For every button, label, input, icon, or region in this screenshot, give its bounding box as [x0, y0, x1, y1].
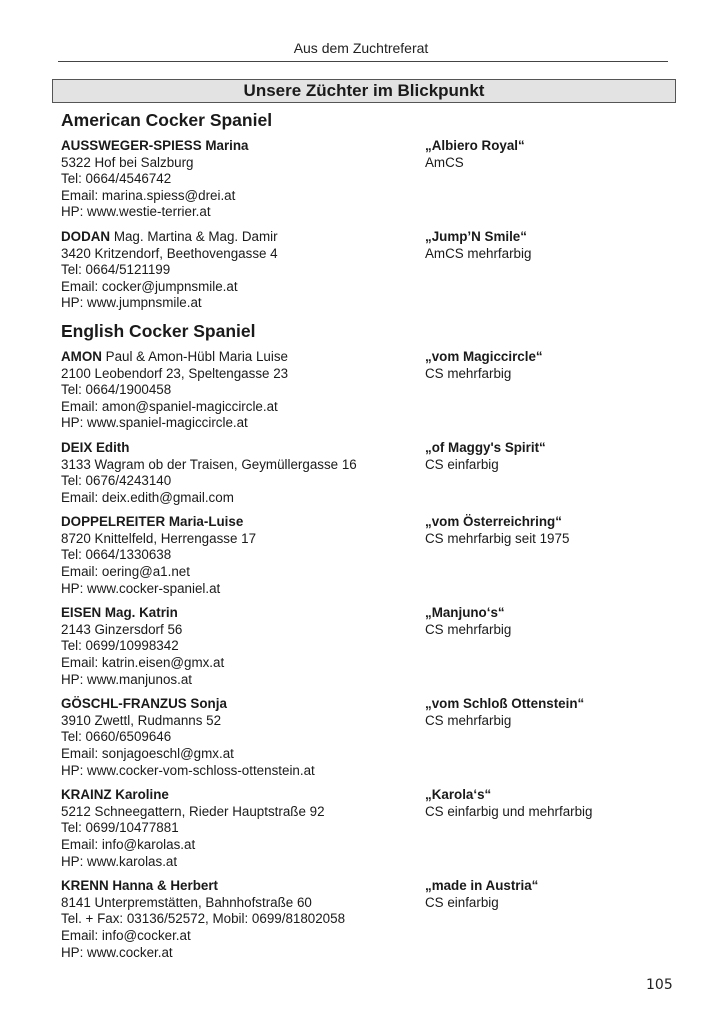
breeder-contact: [61, 229, 421, 312]
breeder-homepage[interactable]: HP: www.westie-terrier.at: [61, 204, 211, 220]
breed-variety: CS mehrfarbig seit 1975: [425, 530, 570, 546]
breeder-address: 2100 Leobendorf 23, Speltengasse 23: [61, 365, 289, 381]
kennel-info: [425, 787, 592, 820]
breeder-contact: [61, 878, 421, 961]
breeder-homepage[interactable]: HP: www.spaniel-magiccircle.at: [61, 415, 248, 431]
section-american-cocker: [61, 109, 681, 312]
kennel-info: [425, 605, 511, 638]
kennel-name: „vom Magiccircle“: [425, 348, 543, 364]
breed-variety: CS mehrfarbig: [425, 712, 512, 728]
breeder-entry: [61, 787, 681, 870]
breeder-email[interactable]: Email: cocker@jumpnsmile.at: [61, 278, 238, 294]
breeder-phone: Tel: 0699/10477881: [61, 820, 179, 836]
breeder-entry: [61, 440, 681, 506]
breeder-email[interactable]: Email: info@karolas.at: [61, 836, 196, 852]
breeder-name: [61, 696, 421, 713]
breeder-given-names: Paul & Amon-Hübl Maria Luise: [101, 348, 288, 364]
kennel-name: „Manjuno‘s“: [425, 605, 505, 621]
breeder-address: 8720 Knittelfeld, Herrengasse 17: [61, 530, 257, 546]
breeder-phone: Tel: 0664/1330638: [61, 547, 172, 563]
breeder-name: [61, 787, 421, 804]
breeder-entry: [61, 514, 681, 597]
breeder-phone: Tel: 0664/4546742: [61, 171, 172, 187]
breeder-surname: GÖSCHL-FRANZUS Sonja: [61, 696, 227, 712]
breeder-name: [61, 878, 421, 895]
breeder-address: 8141 Unterpremstätten, Bahnhofstraße 60: [61, 894, 312, 910]
kennel-name: „made in Austria“: [425, 878, 539, 894]
breeder-entry: [61, 696, 681, 779]
breeder-address: 5322 Hof bei Salzburg: [61, 154, 194, 170]
breeder-phone: Tel: 0699/10998342: [61, 638, 179, 654]
kennel-name: „Jump’N Smile“: [425, 228, 527, 244]
breeder-email[interactable]: Email: amon@spaniel-magiccircle.at: [61, 398, 278, 414]
breed-variety: CS mehrfarbig: [425, 621, 512, 637]
breeder-email[interactable]: Email: marina.spiess@drei.at: [61, 187, 236, 203]
breeder-contact: [61, 605, 421, 688]
header-rule: [58, 61, 668, 62]
breeder-contact: [61, 696, 421, 779]
kennel-info: [425, 878, 538, 911]
breeder-email[interactable]: Email: info@cocker.at: [61, 927, 191, 943]
breeder-name: [61, 138, 421, 155]
breeder-homepage[interactable]: HP: www.cocker.at: [61, 944, 173, 960]
breeder-name: [61, 349, 421, 366]
breeder-surname: EISEN Mag. Katrin: [61, 605, 178, 621]
section-title: American Cocker Spaniel: [61, 110, 273, 130]
breeder-contact: [61, 138, 421, 221]
breeder-entry: [61, 349, 681, 432]
breeder-entry: [61, 605, 681, 688]
kennel-name: „vom Österreichring“: [425, 514, 562, 530]
breeder-surname: DOPPELREITER Maria-Luise: [61, 514, 244, 530]
breed-variety: AmCS mehrfarbig: [425, 245, 532, 261]
breeder-contact: [61, 349, 421, 432]
breeder-contact: [61, 440, 421, 506]
kennel-info: [425, 440, 546, 473]
breed-variety: CS mehrfarbig: [425, 365, 512, 381]
breed-variety: CS einfarbig: [425, 894, 499, 910]
breeder-contact: [61, 787, 421, 870]
breeder-name: [61, 440, 421, 457]
breeder-address: 3133 Wagram ob der Traisen, Geymüllergasse 16: [61, 456, 357, 472]
breeder-homepage[interactable]: HP: www.cocker-vom-schloss-ottenstein.at: [61, 762, 315, 778]
breeder-homepage[interactable]: HP: www.jumpnsmile.at: [61, 295, 202, 311]
breeder-phone: Tel: 0664/5121199: [61, 262, 171, 278]
breeder-address: 2143 Ginzersdorf 56: [61, 621, 183, 637]
breeder-surname: KRAINZ Karoline: [61, 787, 169, 803]
kennel-info: [425, 349, 543, 382]
breeder-phone: Tel: 0664/1900458: [61, 382, 172, 398]
breeder-name: [61, 514, 421, 531]
breeder-contact: [61, 514, 421, 597]
breeder-email[interactable]: Email: katrin.eisen@gmx.at: [61, 655, 225, 671]
section-title: English Cocker Spaniel: [61, 320, 256, 341]
kennel-info: [425, 138, 525, 171]
breeder-homepage[interactable]: HP: www.cocker-spaniel.at: [61, 580, 221, 596]
kennel-name: „vom Schloß Ottenstein“: [425, 696, 585, 712]
breeder-email[interactable]: Email: deix.edith@gmail.com: [61, 489, 234, 505]
breeder-surname: KRENN Hanna & Herbert: [61, 878, 218, 894]
breeder-phone: Tel: 0676/4243140: [61, 473, 172, 489]
page-title: Unsere Züchter im Blickpunkt: [52, 79, 676, 103]
breeder-surname: DODAN: [61, 228, 111, 244]
breeder-phone: Tel: 0660/6509646: [61, 729, 172, 745]
breeder-name: [61, 605, 421, 622]
breeder-directory: [61, 109, 681, 969]
breeder-surname: DEIX Edith: [61, 439, 130, 455]
breeder-entry: [61, 229, 681, 312]
breed-variety: CS einfarbig: [425, 456, 499, 472]
page-number: 105: [646, 977, 673, 993]
kennel-name: „Albiero Royal“: [425, 138, 525, 153]
breeder-address: 3910 Zwettl, Rudmanns 52: [61, 712, 222, 728]
breeder-given-names: Mag. Martina & Mag. Damir: [110, 228, 278, 244]
breed-variety: CS einfarbig und mehrfarbig: [425, 803, 593, 819]
section-english-cocker: [61, 320, 681, 961]
breeder-homepage[interactable]: HP: www.manjunos.at: [61, 671, 192, 687]
breeder-entry: [61, 878, 681, 961]
breeder-homepage[interactable]: HP: www.karolas.at: [61, 853, 178, 869]
running-head: Aus dem Zuchtreferat: [293, 40, 429, 56]
kennel-name: „of Maggy's Spirit“: [425, 439, 546, 455]
breeder-phone: Tel. + Fax: 03136/52572, Mobil: 0699/81802058: [61, 911, 346, 927]
breeder-surname: AUSSWEGER-SPIESS Marina: [61, 138, 249, 153]
kennel-info: [425, 514, 569, 547]
breeder-email[interactable]: Email: oering@a1.net: [61, 564, 190, 580]
breeder-entry: [61, 138, 681, 221]
breeder-address: 3420 Kritzendorf, Beethovengasse 4: [61, 245, 278, 261]
breed-variety: AmCS: [425, 154, 464, 170]
kennel-info: [425, 229, 531, 262]
breeder-name: [61, 229, 421, 246]
breeder-address: 5212 Schneegattern, Rieder Hauptstraße 92: [61, 803, 325, 819]
kennel-name: „Karola‘s“: [425, 787, 492, 803]
breeder-email[interactable]: Email: sonjagoeschl@gmx.at: [61, 746, 234, 761]
breeder-surname: AMON: [61, 348, 102, 364]
kennel-info: [425, 696, 584, 729]
